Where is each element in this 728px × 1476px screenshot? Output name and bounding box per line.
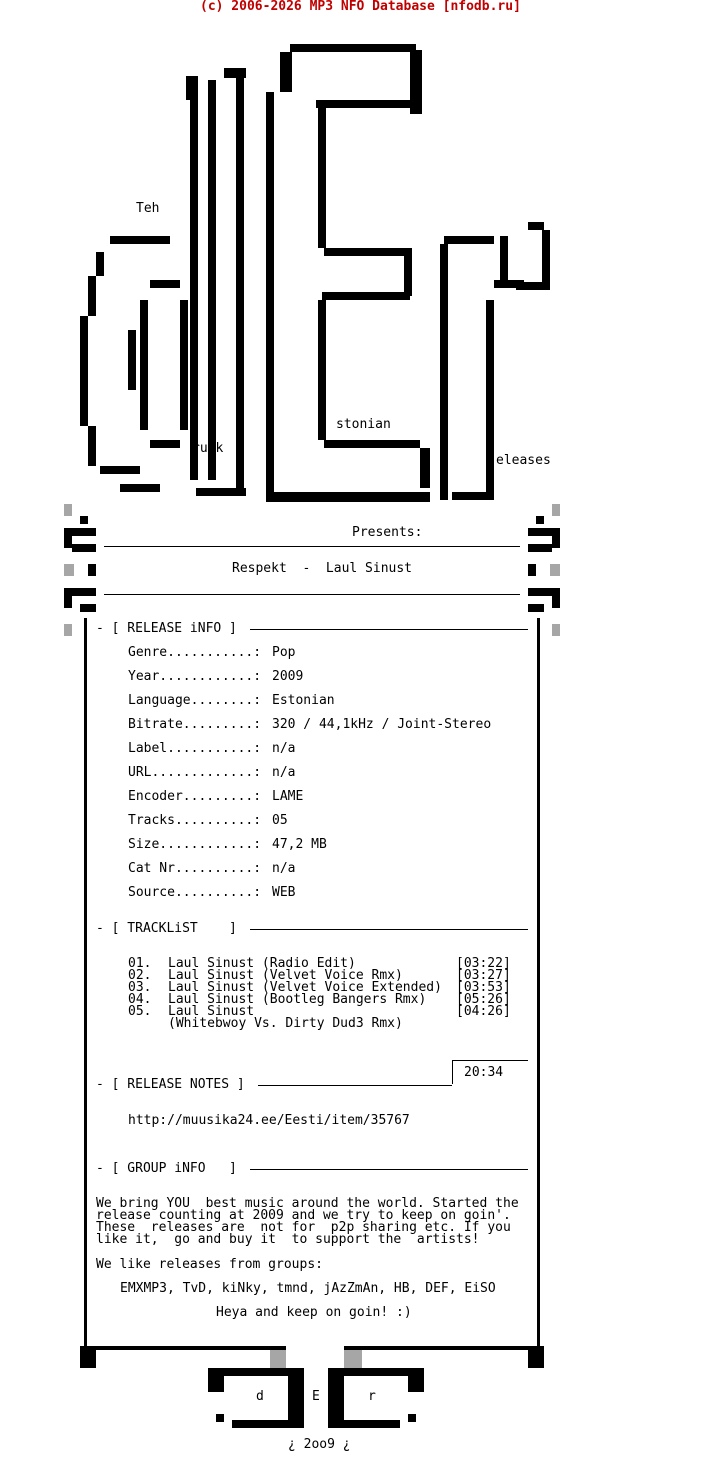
logo-word-runk: runk bbox=[192, 441, 224, 456]
tracklist-heading: - [ TRACKLiST ] bbox=[96, 921, 237, 936]
release-notes-heading: - [ RELEASE NOTES ] bbox=[96, 1077, 245, 1092]
info-value: 47,2 MB bbox=[272, 837, 327, 852]
info-label: Label...........: bbox=[128, 741, 262, 756]
release-notes-url: http://muusika24.ee/Eesti/item/35767 bbox=[128, 1113, 410, 1128]
info-label: Source..........: bbox=[128, 885, 262, 900]
info-value: n/a bbox=[272, 741, 296, 756]
info-value: 2009 bbox=[272, 669, 304, 684]
track-time: [03:22] bbox=[456, 956, 511, 971]
info-label: Encoder.........: bbox=[128, 789, 262, 804]
track-title: Laul Sinust (Radio Edit) bbox=[168, 956, 356, 971]
footer-letter-e: E bbox=[312, 1389, 320, 1404]
info-value: LAME bbox=[272, 789, 304, 804]
group-info-line: These releases are not for p2p sharing etc. If you bbox=[96, 1220, 511, 1235]
track-title: Laul Sinust bbox=[168, 1004, 255, 1019]
info-label: Cat Nr..........: bbox=[128, 861, 262, 876]
release-title: Respekt - Laul Sinust bbox=[232, 561, 413, 576]
logo-word-stonian: stonian bbox=[336, 417, 391, 432]
group-info-heading: - [ GROUP iNFO ] bbox=[96, 1161, 237, 1176]
info-label: Tracks..........: bbox=[128, 813, 262, 828]
info-label: URL.............: bbox=[128, 765, 262, 780]
info-label: Year............: bbox=[128, 669, 262, 684]
track-number: 01. bbox=[128, 956, 152, 971]
release-info-heading: - [ RELEASE iNFO ] bbox=[96, 621, 237, 636]
info-value: Pop bbox=[272, 645, 296, 660]
group-info-line: like it, go and buy it to support the artists! bbox=[96, 1232, 480, 1247]
info-value: 05 bbox=[272, 813, 288, 828]
info-value: n/a bbox=[272, 765, 296, 780]
footer-year: ¿ 2oo9 ¿ bbox=[288, 1437, 351, 1452]
info-value: WEB bbox=[272, 885, 296, 900]
info-value: Estonian bbox=[272, 693, 335, 708]
track-title: Laul Sinust (Bootleg Bangers Rmx) bbox=[168, 992, 427, 1007]
track-time: [03:27] bbox=[456, 968, 511, 983]
track-number: 03. bbox=[128, 980, 152, 995]
track-title-continued: (Whitebwoy Vs. Dirty Dud3 Rmx) bbox=[168, 1016, 403, 1031]
info-label: Bitrate.........: bbox=[128, 717, 262, 732]
footer-letter-r: r bbox=[368, 1389, 376, 1404]
logo-word-teh: Teh bbox=[136, 201, 160, 216]
total-time: 20:34 bbox=[464, 1065, 504, 1080]
presents-label: Presents: bbox=[352, 525, 423, 540]
info-label: Size............: bbox=[128, 837, 262, 852]
track-time: [04:26] bbox=[456, 1004, 511, 1019]
group-info-line: We bring YOU best music around the world. Started the bbox=[96, 1196, 519, 1211]
track-number: 04. bbox=[128, 992, 152, 1007]
group-info-line: release counting at 2009 and we try to keep on goin'. bbox=[96, 1208, 511, 1223]
track-number: 02. bbox=[128, 968, 152, 983]
track-time: [05:26] bbox=[456, 992, 511, 1007]
groups-intro: We like releases from groups: bbox=[96, 1257, 323, 1272]
track-title: Laul Sinust (Velvet Voice Extended) bbox=[168, 980, 442, 995]
box-right-border bbox=[537, 618, 540, 1348]
track-title: Laul Sinust (Velvet Voice Rmx) bbox=[168, 968, 403, 983]
box-left-border bbox=[84, 618, 87, 1348]
groups-list: EMXMP3, TvD, kiNky, tmnd, jAzZmAn, HB, DEF, EiSO bbox=[120, 1281, 496, 1296]
logo-word-eleases: eleases bbox=[496, 453, 551, 468]
info-label: Language........: bbox=[128, 693, 262, 708]
info-value: n/a bbox=[272, 861, 296, 876]
copyright-line: (c) 2006-2026 MP3 NFO Database [nfodb.ru] bbox=[200, 0, 521, 14]
track-number: 05. bbox=[128, 1004, 152, 1019]
info-value: 320 / 44,1kHz / Joint-Stereo bbox=[272, 717, 492, 732]
track-time: [03:53] bbox=[456, 980, 511, 995]
footer-letter-d: d bbox=[256, 1389, 264, 1404]
closing-line: Heya and keep on goin! :) bbox=[216, 1305, 412, 1320]
info-label: Genre...........: bbox=[128, 645, 262, 660]
